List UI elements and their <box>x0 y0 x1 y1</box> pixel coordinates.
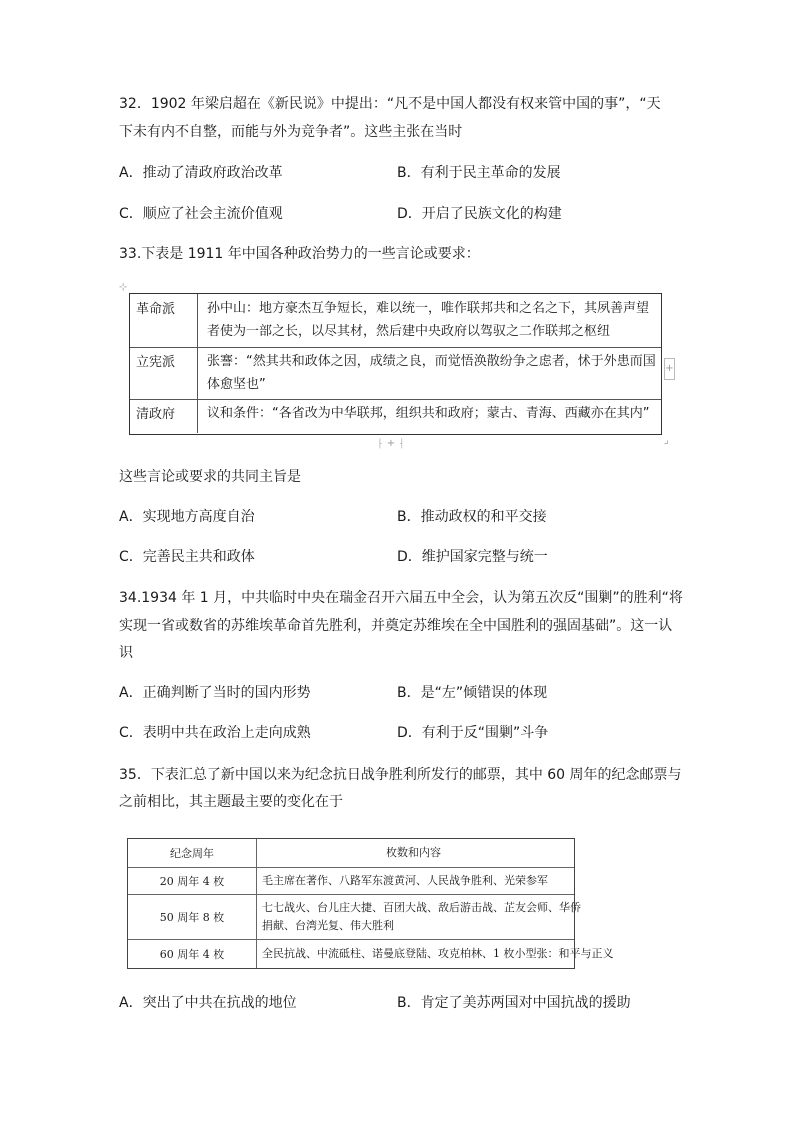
q35-option-a: A．突出了中共在抗战的地位 <box>119 995 297 1011</box>
q33-faction: 革命派 <box>130 294 198 347</box>
q35-stem-line2: 之前相比，其主题最主要的变化在于 <box>119 794 343 810</box>
q35-content-line: 捐献、台湾光复、伟大胜利 <box>262 918 394 932</box>
q32-option-a: A．推动了清政府政治改革 <box>119 165 283 181</box>
q33-faction: 立宪派 <box>130 347 198 399</box>
q32-option-b: B．有利于民主革命的发展 <box>397 165 561 181</box>
q32-stem-line2: 下未有内不自整，而能与外为竞争者”。这些主张在当时 <box>119 124 463 140</box>
q34-option-b: B．是“左”倾错误的体现 <box>397 685 548 701</box>
table-resize-icon[interactable]: ⌟ <box>664 435 669 446</box>
q33-option-a: A．实现地方高度自治 <box>119 509 255 525</box>
q33-stem: 33.下表是 1911 年中国各种政治势力的一些言论或要求： <box>119 246 480 262</box>
q33-option-c: C．完善民主共和政体 <box>119 549 255 565</box>
q35-header-content: 枚数和内容 <box>386 846 441 859</box>
table-anchor-icon: ⊹ <box>119 282 128 293</box>
q34-option-a: A．正确判断了当时的国内形势 <box>119 685 311 701</box>
q33-statement-line: 者使为一部之长，以尽其材，然后建中央政府以驾驭之二作联邦之枢纽 <box>207 324 611 339</box>
table-add-row-icon[interactable]: ⸠ + ⸡ <box>378 438 404 449</box>
q33-statement-line: 议和条件：“各省改为中华联邦，组织共和政府；蒙古、青海、西藏亦在其内” <box>207 406 650 421</box>
q34-stem-line1: 34.1934 年 1 月，中共临时中央在瑞金召开六届五中全会，认为第五次反“围剿”的胜利“将 <box>119 590 683 606</box>
q33-statement-line: 孙中山：地方豪杰互争短长，难以统一，唯作联邦共和之名之下，其夙善声望 <box>207 301 650 316</box>
q35-content-line: 七七战火、台儿庄大捷、百团大战、敌后游击战、芷友会师、华侨 <box>262 900 581 914</box>
q34-option-c: C．表明中共在政治上走向成熟 <box>119 725 311 741</box>
q33-statement-line: 张謇：“然其共和政体之因，成绩之良，而觉悟涣散纷争之虑者，怵于外患而国 <box>207 354 656 369</box>
q32-stem-line1: 32．1902 年梁启超在《新民说》中提出：“凡不是中国人都没有权来管中国的事”，“天 <box>119 96 661 112</box>
q35-stem-line1: 35．下表汇总了新中国以来为纪念抗日战争胜利所发行的邮票，其中 60 周年的纪念邮票与 <box>119 767 682 783</box>
q33-table-row <box>130 294 661 348</box>
q35-year: 20 周年 4 枚 <box>128 867 257 894</box>
q33-faction: 清政府 <box>130 399 198 433</box>
q33-statement <box>207 297 657 343</box>
q35-year: 50 周年 8 枚 <box>128 894 257 939</box>
q33-table-row <box>130 399 661 433</box>
q35-content <box>262 894 581 939</box>
q32-option-c: C．顺应了社会主流价值观 <box>119 206 283 222</box>
table-add-column-icon[interactable]: + <box>664 358 675 380</box>
q35-content-line: 全民抗战、中流砥柱、诺曼底登陆、攻克柏林、1 枚小型张：和平与正义 <box>262 946 614 960</box>
q35-option-b: B．肯定了美苏两国对中国抗战的援助 <box>397 995 631 1011</box>
q35-table-row <box>128 894 581 940</box>
q33-statement <box>207 402 657 425</box>
q34-stem-line3: 识 <box>119 645 133 661</box>
q33-option-b: B．推动政权的和平交接 <box>397 509 547 525</box>
q33-statement <box>207 350 657 396</box>
q35-content <box>262 939 614 968</box>
q34-option-d: D．有利于反“围剿”斗争 <box>397 725 549 741</box>
q32-option-d: D．开启了民族文化的构建 <box>397 206 562 222</box>
q35-content-line: 毛主席在著作、八路军东渡黄河、人民战争胜利、光荣参军 <box>262 873 548 887</box>
q35-table <box>127 838 614 969</box>
q35-content <box>262 867 571 894</box>
q35-table-row <box>128 939 614 968</box>
q35-table-header <box>128 839 574 868</box>
q33-option-d: D．维护国家完整与统一 <box>397 549 548 565</box>
q33-question: 这些言论或要求的共同主旨是 <box>119 469 301 485</box>
q33-statement-line: 体愈坚也” <box>207 377 266 392</box>
q35-table-row <box>128 867 574 895</box>
q33-table-row <box>130 347 661 400</box>
q33-table <box>129 293 662 435</box>
q35-year: 60 周年 4 枚 <box>128 939 257 968</box>
q35-header-year: 纪念周年 <box>128 839 257 867</box>
q34-stem-line2: 实现一省或数省的苏维埃革命首先胜利，并奠定苏维埃在全中国胜利的强固基础”。这一认 <box>119 618 673 634</box>
